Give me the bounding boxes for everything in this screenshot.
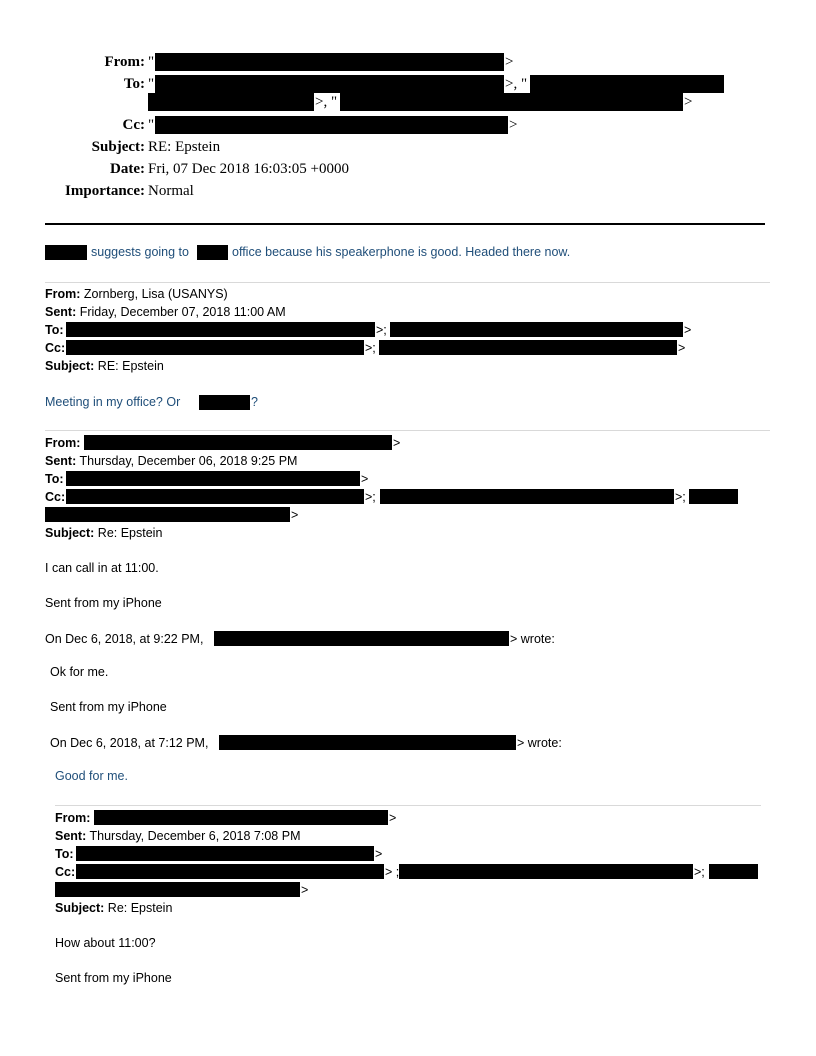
redaction [197, 245, 228, 260]
latest-text-1: suggests going to [91, 245, 189, 259]
close-angle: > [375, 847, 383, 861]
redaction [66, 322, 375, 337]
quote2-body: Good for me. [55, 769, 128, 783]
close-angle: > [684, 323, 692, 337]
redaction [84, 435, 392, 450]
msg1-to-label: To: [45, 323, 64, 337]
msg2-signature: Sent from my iPhone [45, 596, 162, 610]
msg3-sent: Thursday, December 6, 2018 7:08 PM [89, 829, 301, 843]
redaction [148, 93, 314, 111]
separator: > ; [385, 865, 400, 879]
msg1-body-2: ? [251, 395, 258, 409]
header-to-label: To: [123, 76, 145, 92]
msg3-subject-label: Subject: [55, 901, 105, 915]
redaction [76, 864, 384, 879]
msg3-from-label: From: [55, 811, 91, 825]
msg1-cc-label: Cc: [45, 341, 66, 355]
header-from-label: From: [104, 54, 145, 70]
msg2-cc-label: Cc: [45, 490, 66, 504]
msg2-quote-suffix: > wrote: [510, 632, 555, 646]
redaction [689, 489, 738, 504]
separator: >; [376, 323, 387, 337]
msg2-subject-label: Subject: [45, 526, 95, 540]
close-angle: > [301, 883, 309, 897]
msg2-subject-row [45, 526, 162, 540]
separator: >; [675, 490, 686, 504]
separator: >; [694, 865, 705, 879]
msg1-from-label: From: [45, 287, 81, 301]
redaction [76, 846, 374, 861]
redaction [66, 489, 364, 504]
header-cc-label: Cc: [122, 117, 145, 133]
header-subject-label: Subject: [91, 139, 145, 155]
quote1-quote-prefix: On Dec 6, 2018, at 7:12 PM, [50, 736, 209, 750]
msg2-subject: Re: Epstein [97, 526, 163, 540]
separator: >, " [505, 76, 528, 92]
msg1-subject-row [45, 359, 164, 373]
close-angle: > [678, 341, 686, 355]
open-quote: " [148, 117, 155, 133]
msg2-sent-row [45, 454, 297, 468]
msg2-from-label: From: [45, 436, 81, 450]
msg2-sent-label: Sent: [45, 454, 77, 468]
header-subject: RE: Epstein [148, 139, 221, 155]
redaction [155, 53, 504, 71]
msg3-sent-row [55, 829, 301, 843]
redaction [380, 489, 674, 504]
latest-text-2: office because his speakerphone is good. Headed there now. [232, 245, 571, 259]
msg3-signature: Sent from my iPhone [55, 971, 172, 985]
msg1-subject-label: Subject: [45, 359, 95, 373]
close-angle: > [389, 811, 397, 825]
redaction [340, 93, 683, 111]
redaction [530, 75, 724, 93]
close-angle: > [509, 117, 518, 133]
header-importance: Normal [148, 183, 194, 199]
msg1-sent-label: Sent: [45, 305, 77, 319]
msg3-body: How about 11:00? [55, 936, 156, 950]
redaction [45, 245, 87, 260]
redaction [214, 631, 509, 646]
redaction [155, 75, 504, 93]
msg3-sent-label: Sent: [55, 829, 87, 843]
close-angle: > [684, 94, 693, 110]
redaction [66, 471, 360, 486]
msg2-sent: Thursday, December 06, 2018 9:25 PM [79, 454, 298, 468]
redaction [94, 810, 388, 825]
message-divider [55, 805, 761, 806]
quote1-body: Ok for me. [50, 665, 109, 679]
header-importance-label: Importance: [65, 183, 145, 199]
msg3-to-label: To: [55, 847, 74, 861]
msg3-subject: Re: Epstein [107, 901, 173, 915]
redaction [709, 864, 758, 879]
redaction [390, 322, 683, 337]
quote1-quote-suffix: > wrote: [517, 736, 562, 750]
redaction [45, 507, 290, 522]
msg1-subject: RE: Epstein [97, 359, 164, 373]
separator: >; [365, 490, 376, 504]
redaction [55, 882, 300, 897]
msg2-body: I can call in at 11:00. [45, 561, 159, 575]
message-divider [45, 430, 770, 431]
msg3-cc-label: Cc: [55, 865, 76, 879]
redaction [219, 735, 516, 750]
redaction [66, 340, 364, 355]
quote1-signature: Sent from my iPhone [50, 700, 167, 714]
close-angle: > [291, 508, 299, 522]
header-divider [45, 223, 765, 225]
msg2-to-label: To: [45, 472, 64, 486]
separator: >; [365, 341, 376, 355]
msg1-body-1: Meeting in my office? Or [45, 395, 181, 409]
close-angle: > [505, 54, 514, 70]
redaction [399, 864, 693, 879]
redaction [155, 116, 508, 134]
redaction [199, 395, 250, 410]
close-angle: > [393, 436, 401, 450]
msg3-subject-row [55, 901, 172, 915]
msg1-sent: Friday, December 07, 2018 11:00 AM [79, 305, 286, 319]
message-divider [45, 282, 770, 283]
separator: >, " [315, 94, 338, 110]
open-quote: " [148, 54, 155, 70]
redaction [379, 340, 677, 355]
header-date: Fri, 07 Dec 2018 16:03:05 +0000 [148, 161, 349, 177]
header-date-label: Date: [110, 161, 145, 177]
msg1-from-row [45, 287, 228, 301]
msg1-from: Zornberg, Lisa (USANYS) [83, 287, 228, 301]
msg1-sent-row [45, 305, 286, 319]
msg2-quote-prefix: On Dec 6, 2018, at 9:22 PM, [45, 632, 204, 646]
open-quote: " [148, 76, 155, 92]
close-angle: > [361, 472, 369, 486]
